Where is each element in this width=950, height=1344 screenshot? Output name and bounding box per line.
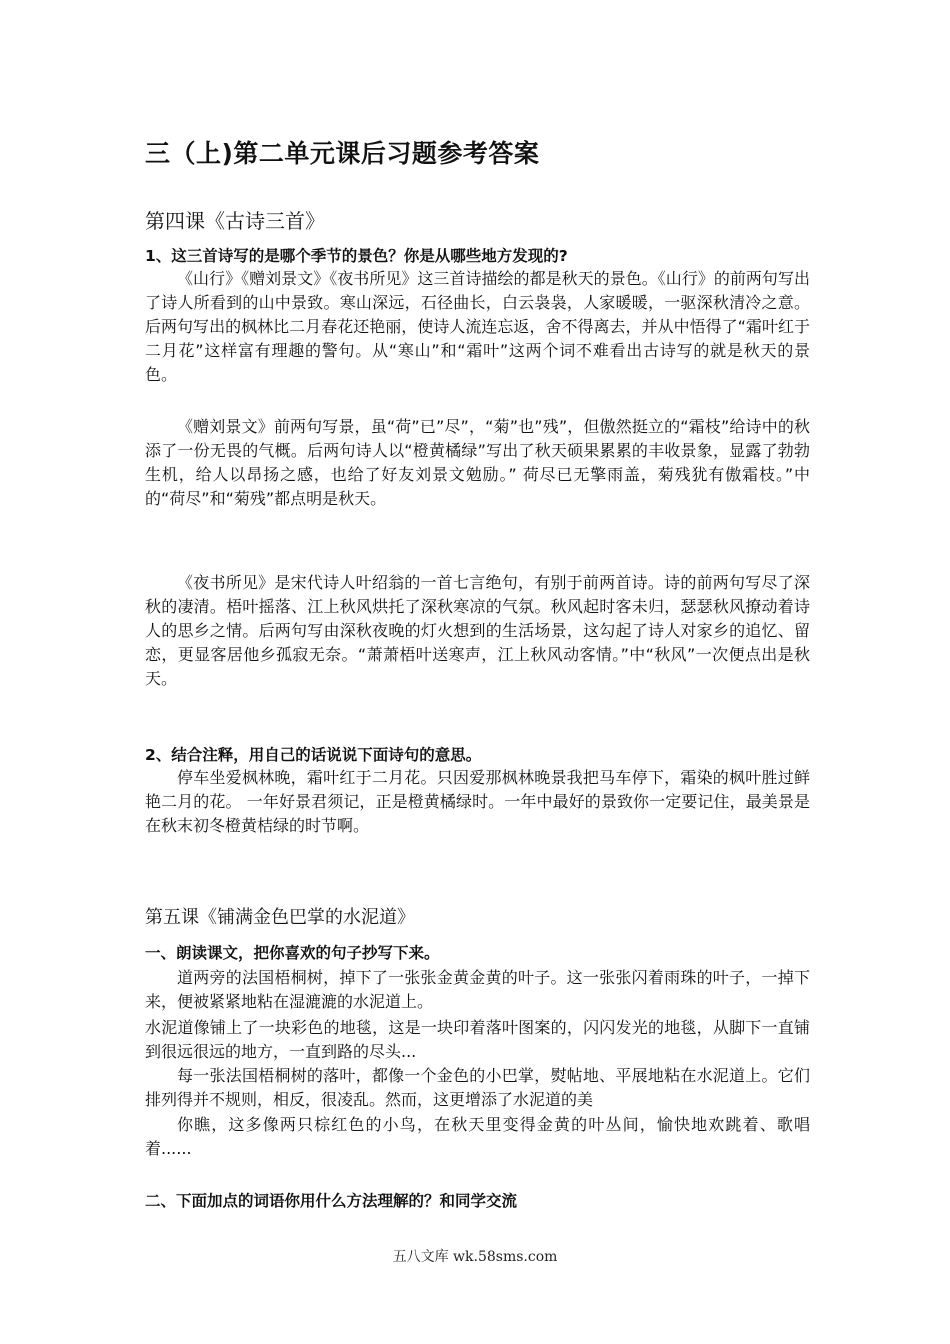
document-title: 三（上)第二单元课后习题参考答案 bbox=[145, 139, 540, 168]
lesson-5-sentence-1: 道两旁的法国梧桐树，掉下了一张张金黄金黄的叶子。这一张张闪着雨珠的叶子，一掉下来，便被紧紧地粘在湿漉漉的水泥道上。 bbox=[145, 968, 810, 1011]
lesson-4-question-2: 2、结合注释，用自己的话说说下面诗句的意思。 bbox=[145, 746, 482, 764]
footer-watermark: 五八文库 wk.58sms.com bbox=[392, 1249, 558, 1265]
lesson-5-sentence-4: 你瞧，这多像两只棕红色的小鸟，在秋天里变得金黄的叶丛间，愉快地欢跳着、歌唱着...... bbox=[145, 1115, 810, 1158]
lesson-5-question-2: 二、下面加点的词语你用什么方法理解的？和同学交流 bbox=[145, 1192, 518, 1210]
lesson-4-answer-2: 停车坐爱枫林晚，霜叶红于二月花。只因爱那枫林晚景我把马车停下，霜染的枫叶胜过鲜艳二月的花。 一年好景君须记，正是橙黄橘绿时。一年中最好的景致你一定要记住，最美景是在秋末初冬橙黄桔绿的时节啊。 bbox=[145, 768, 810, 835]
lesson-4-answer-1-paragraph-2: 《赠刘景文》前两句写景，虽“荷”已”尽”，“菊”也”残”，但傲然挺立的“霜枝”给诗中的秋添了一份无畏的气概。后两句诗人以“橙黄橘绿”写出了秋天硕果累累的丰收景象，显露了勃勃生机，给人以昂扬之感，也给了好友刘景文勉励。” 荷尽已无擎雨盖，菊残犹有傲霜枝。”中的“荷尽”和“菊残”都点明是秋天。 bbox=[145, 417, 810, 508]
lesson-4-question-1: 1、这三首诗写的是哪个季节的景色？你是从哪些地方发现的? bbox=[145, 247, 568, 265]
lesson-5-sentence-3: 每一张法国梧桐树的落叶，都像一个金色的小巴掌，熨帖地、平展地粘在水泥道上。它们排列得并不规则，相反，很凌乱。然而，这更增添了水泥道的美 bbox=[145, 1066, 810, 1109]
lesson-5-title: 第五课《铺满金色巴掌的水泥道》 bbox=[145, 907, 415, 928]
lesson-5-question-1: 一、朗读课文，把你喜欢的句子抄写下来。 bbox=[145, 944, 440, 962]
lesson-4-title: 第四课《古诗三首》 bbox=[145, 209, 325, 233]
lesson-4-answer-1-paragraph-3: 《夜书所见》是宋代诗人叶绍翁的一首七言绝句，有别于前两首诗。诗的前两句写尽了深秋的凄清。梧叶摇落、江上秋风烘托了深秋寒凉的气氛。秋风起时客未归，瑟瑟秋风撩动着诗人的思乡之情。后两句写由深秋夜晚的灯火想到的生活场景，这勾起了诗人对家乡的追忆、留恋，更显客居他乡孤寂无奈。“萧萧梧叶送寒声，江上秋风动客情。”中“秋风”一次便点出是秋天。 bbox=[145, 573, 810, 688]
lesson-5-sentence-2: 水泥道像铺上了一块彩色的地毯，这是一块印着落叶图案的，闪闪发光的地毯，从脚下一直铺到很远很远的地方，一直到路的尽头... bbox=[145, 1018, 810, 1061]
lesson-4-answer-1-paragraph-1: 《山行》《赠刘景文》《夜书所见》这三首诗描绘的都是秋天的景色。《山行》的前两句写出了诗人所看到的山中景致。寒山深远，石径曲长，白云袅袅，人家暖暖，一驱深秋清冷之意。后两句写出的枫林比二月春花还艳丽，使诗人流连忘返，舍不得离去，并从中悟得了“霜叶红于二月花”这样富有理趣的警句。从“寒山”和“霜叶”这两个词不难看出古诗写的就是秋天的景色。 bbox=[145, 269, 810, 384]
